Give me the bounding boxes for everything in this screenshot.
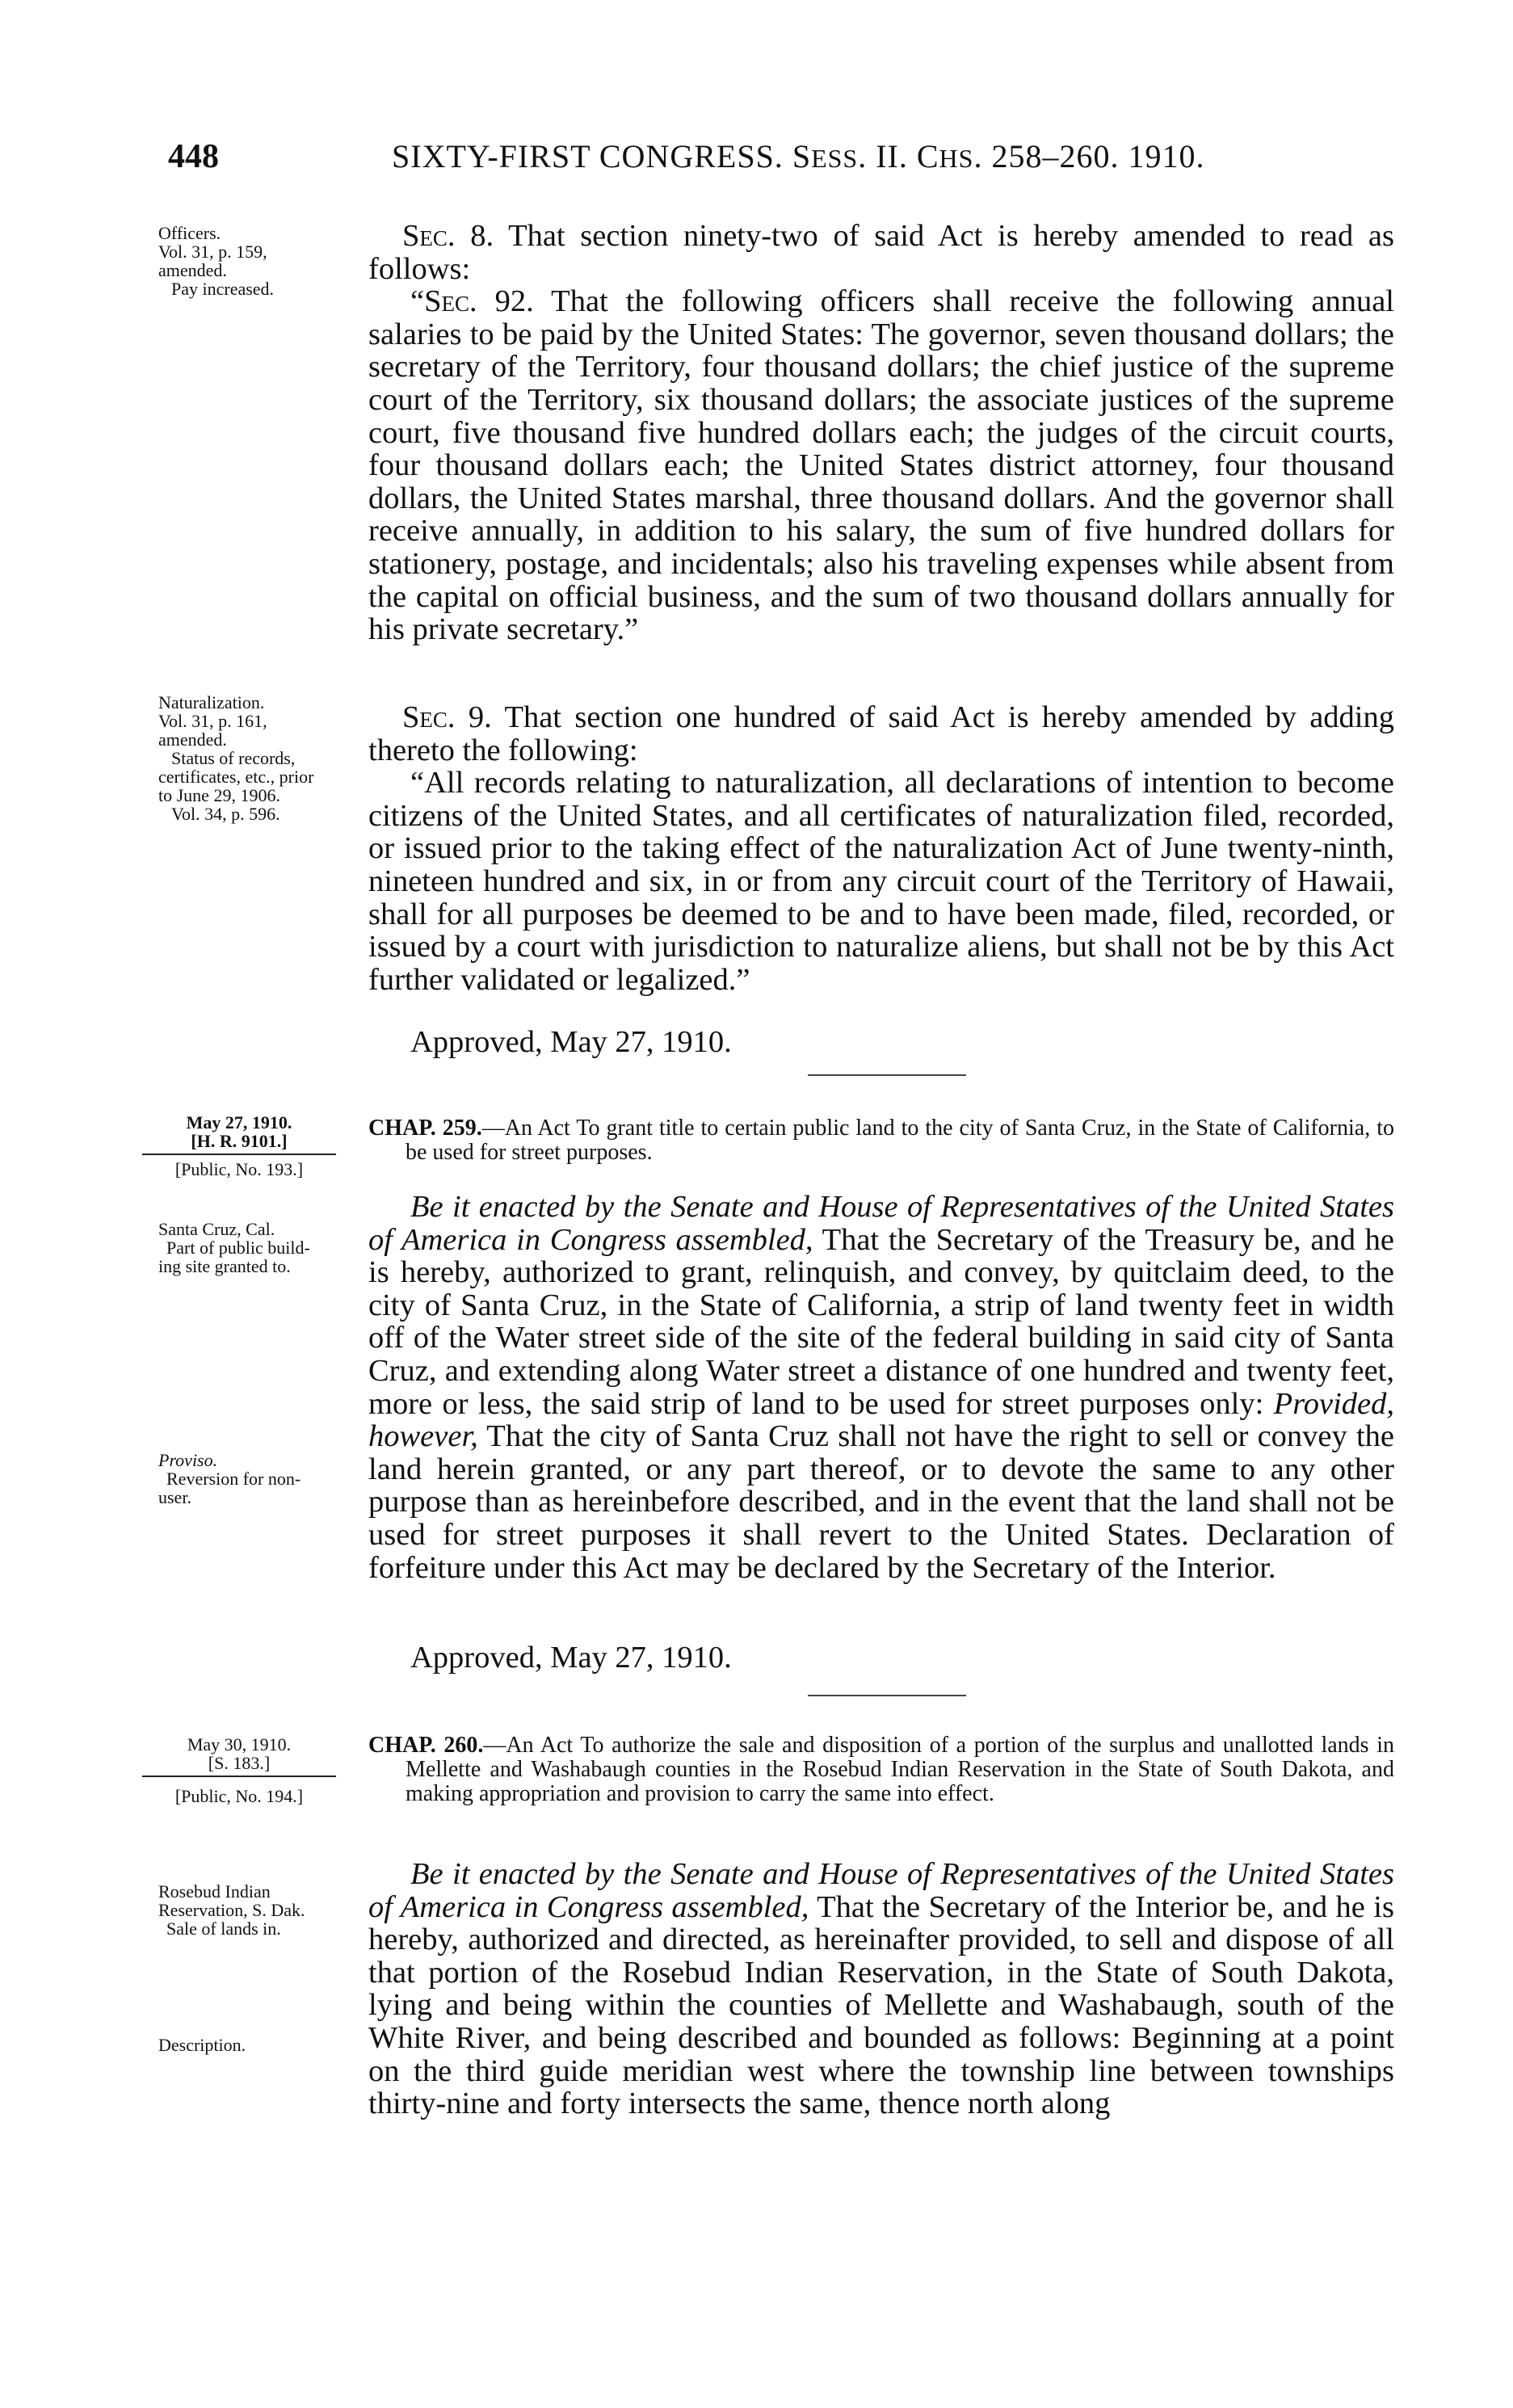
- sec9-text: “All records relating to naturalization, all declarations of intention to become citizens of the United States, and all certificates of naturalization filed, recorded, or issued prior to the taking effect of the naturalization Act of June twenty-ninth, nineteen hundred and six, in or from any circuit court of the Territory of Hawaii, shall for all purposes be deemed to be and to have been made, filed, recorded, or issued by a court with jurisdiction to naturalize aliens, but shall not be by this Act further validated or legalized.”: [368, 766, 1394, 997]
- chap260-title: [368, 1734, 1394, 1806]
- chap259-date: May 27, 1910.: [186, 1112, 292, 1133]
- chapters-rest: HS: [939, 144, 974, 173]
- running-title: [392, 137, 1204, 175]
- chap260-text-body: That the Secretary of the Interior be, and he is hereby, authorized and directed, as hereinafter provided, to sell and dispose of all that portion of the Rosebud Indian Reservation, in the State of South Dakota, lying and being within the counties of Mellette and Washabaugh, south of the White River, and being described and bounded as follows: Beginning at a point on the third guide meridian west where the township line between townships thirty-nine and forty intersects the same, thence north along: [368, 1889, 1394, 2121]
- chap259-text: [368, 1191, 1394, 1584]
- margin-note: Pay increased.: [171, 279, 275, 299]
- margin-note: ing site granted to.: [158, 1256, 291, 1276]
- margin-note: Status of records,: [171, 748, 296, 768]
- sec92-label: “Sec. 92.: [410, 284, 534, 319]
- chap260-text: [368, 1858, 1394, 2120]
- chap260-margin-notes: [158, 1882, 360, 1938]
- margin-note: Santa Cruz, Cal.: [158, 1219, 275, 1239]
- sec9-intro: [368, 701, 1394, 767]
- chap260-title-para: [368, 1734, 1394, 1806]
- margin-note: Vol. 34, p. 596.: [171, 804, 280, 824]
- chapters-prefix: C: [916, 138, 939, 174]
- margin-note: Officers.: [158, 223, 221, 243]
- chap260-date: May 30, 1910.: [187, 1734, 292, 1755]
- chap259-title: [368, 1116, 1394, 1165]
- sec92-body: That the following officers shall receive the following annual salaries to be paid by the United States: The governor, seven thousand dollars; the secretary of the Territory, four thousand dollars; the chief justice of the supreme court of the Territory, six thousand dollars; the associate justices of the supreme court, five thousand five hundred dollars each; the judges of the circuit courts, four thousand dollars each; the United States district attorney, four thousand dollars, the United States marshal, three thousand dollars. And the governor shall receive annually, in addition to his salary, the sum of five hundred dollars for stationery, postage, and incidentals; also his traveling expenses while absent from the capital on official business, and the sum of two thousand dollars annually for his private secretary.”: [368, 284, 1394, 647]
- chap259-public: [Public, No. 193.]: [174, 1159, 304, 1179]
- margin-notes-sec9: [158, 693, 360, 823]
- margin-note: Rosebud Indian: [158, 1881, 271, 1902]
- margin-rule: [142, 1776, 336, 1777]
- chap260-body: [368, 1858, 1394, 2120]
- chap259-proviso-notes: [158, 1451, 360, 1507]
- chap259-text1: That the Secretary of the Treasury be, and he is hereby, authorized to grant, relinquish, and convey, by quitclaim deed, to the city of Santa Cruz, in the State of California, a strip of land twenty feet in width off of the Water street side of the site of the federal building in said city of Santa Cruz, and extending along Water street a distance of one hundred and twenty feet, more or less, the said strip of land to be used for street purposes only:: [368, 1222, 1395, 1421]
- margin-note: Reservation, S. Dak.: [158, 1900, 305, 1920]
- margin-note: to June 29, 1906.: [158, 785, 280, 805]
- section-9: [368, 701, 1394, 996]
- chap260-title-text: —An Act To authorize the sale and disposition of a portion of the surplus and unallotted lands in Mellette and Washabaugh counties in the Rosebud Indian Reservation in the State of South Dakota, and making appropriation and provision to carry the same into effect.: [406, 1733, 1394, 1806]
- congress-title: SIXTY-FIRST CONGRESS.: [392, 138, 784, 174]
- approved-sec9: Approved, May 27, 1910.: [410, 1025, 732, 1059]
- chap259-enacting: Be it enacted by the Senate and House of Representatives of the United States of America in Congress assembled,: [368, 1190, 1394, 1257]
- section-8: [368, 220, 1394, 646]
- margin-note: Reversion for non-: [166, 1469, 301, 1489]
- margin-note: Sale of lands in.: [166, 1918, 281, 1939]
- chap259-body: [368, 1191, 1394, 1584]
- margin-rule: [142, 1154, 336, 1155]
- divider-rule: [808, 1074, 966, 1076]
- running-header: [0, 137, 1513, 186]
- chap259-margin-notes: [158, 1220, 360, 1275]
- chap260-enacting: Be it enacted by the Senate and House of Representatives of the United States of America in Congress assembled,: [368, 1857, 1394, 1924]
- chap260-margin-header: [142, 1735, 336, 1772]
- chap259-margin-header: [142, 1113, 336, 1150]
- session-number: . II.: [858, 138, 908, 174]
- margin-note: Proviso.: [158, 1450, 218, 1470]
- session-prefix: S: [792, 138, 812, 174]
- margin-note: user.: [158, 1487, 191, 1507]
- chap259-title-para: [368, 1116, 1394, 1165]
- approved-chap259: Approved, May 27, 1910.: [410, 1641, 732, 1675]
- margin-notes-sec8: [158, 224, 360, 298]
- chap259-text2: That the city of Santa Cruz shall not have the right to sell or convey the land herein granted, or any part thereof, or to devote the same to any other purpose than as hereinbefore described, and in the event that the land shall not be used for street purposes it shall revert to the United States. Declaration of forfeiture under this Act may be declared by the Secretary of the Interior.: [368, 1419, 1394, 1585]
- chapters-number: . 258–260.: [973, 138, 1120, 174]
- chap260-bill: [S. 183.]: [208, 1753, 271, 1773]
- page-number: 448: [168, 138, 219, 175]
- chap259-bill: [H. R. 9101.]: [191, 1131, 288, 1151]
- margin-note: amended.: [158, 260, 227, 280]
- sec8-label: Sec. 8.: [402, 219, 494, 253]
- chap259-label: CHAP. 259.: [368, 1116, 482, 1141]
- sec9-intro-text: That section one hundred of said Act is hereby amended by adding thereto the following:: [368, 700, 1394, 767]
- margin-note: Vol. 31, p. 159,: [158, 242, 267, 262]
- session-rest: ESS: [811, 144, 859, 173]
- sec9-label: Sec. 9.: [402, 700, 492, 734]
- header-year: 1910.: [1128, 138, 1205, 174]
- chap260-public: [Public, No. 194.]: [174, 1786, 304, 1806]
- chap259-title-text: —An Act To grant title to certain public land to the city of Santa Cruz, in the State of California, to be used for street purposes.: [406, 1116, 1394, 1165]
- divider-rule: [808, 1695, 966, 1696]
- margin-note: Part of public build-: [166, 1238, 310, 1258]
- chap259-proviso: Provided, however,: [368, 1386, 1394, 1454]
- margin-note: certificates, etc., prior: [158, 767, 314, 787]
- margin-note: amended.: [158, 729, 227, 750]
- description-note: Description.: [158, 2035, 246, 2055]
- sec8-intro-text: That section ninety-two of said Act is hereby amended to read as follows:: [368, 219, 1394, 286]
- margin-note: Naturalization.: [158, 692, 265, 712]
- chap260-label: CHAP. 260.: [368, 1733, 484, 1758]
- margin-note: Vol. 31, p. 161,: [158, 711, 267, 731]
- sec8-intro: [368, 220, 1394, 285]
- sec92-text: [368, 285, 1394, 646]
